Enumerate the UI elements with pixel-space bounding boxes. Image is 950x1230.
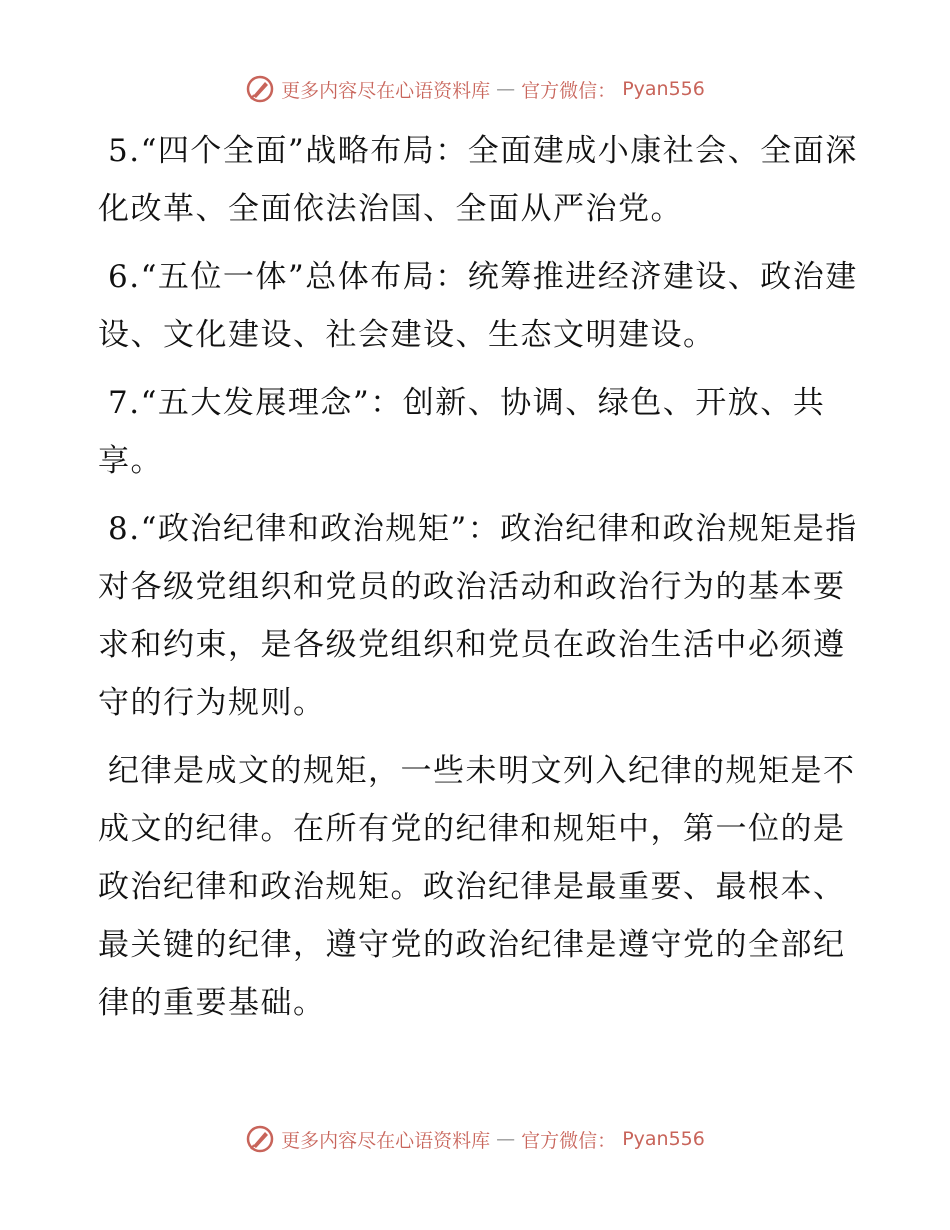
pen-logo-icon — [245, 1124, 275, 1154]
paragraph-item-7: 7.“五大发展理念”：创新、协调、绿色、开放、共享。 — [98, 385, 826, 479]
pen-logo-icon — [245, 74, 275, 104]
header-watermark — [0, 74, 950, 104]
paragraph-item-5: 5.“四个全面”战略布局：全面建成小康社会、全面深化改革、全面依法治国、全面从严治党。 — [98, 133, 858, 227]
watermark-separator: — — [496, 78, 516, 100]
watermark-separator: — — [496, 1128, 516, 1150]
paragraph-item-8: 8.“政治纪律和政治规矩”：政治纪律和政治规矩是指对各级党组织和党员的政治活动和政治行为的基本要求和约束，是各级党组织和党员在政治生活中必须遵守的行为规则。 — [98, 511, 858, 721]
paragraph-discipline: 纪律是成文的规矩，一些未明文列入纪律的规矩是不成文的纪律。在所有党的纪律和规矩中，第一位的是政治纪律和政治规矩。政治纪律是最重要、最根本、最关键的纪律，遵守党的政治纪律是遵守党的全部纪律的重要基础。 — [98, 753, 856, 1021]
watermark-official-text: 官方微信： — [521, 1129, 617, 1152]
watermark-official-text: 官方微信： — [521, 79, 617, 102]
watermark-site-text: 更多内容尽在心语资料库 — [281, 79, 491, 102]
watermark-wechat-id: Pyan556 — [622, 78, 705, 100]
footer-watermark — [0, 1124, 950, 1154]
document-body — [98, 122, 858, 1042]
paragraph-item-6: 6.“五位一体”总体布局：统筹推进经济建设、政治建设、文化建设、社会建设、生态文明建设。 — [98, 259, 858, 353]
watermark-site-text: 更多内容尽在心语资料库 — [281, 1129, 491, 1152]
watermark-wechat-id: Pyan556 — [622, 1128, 705, 1150]
